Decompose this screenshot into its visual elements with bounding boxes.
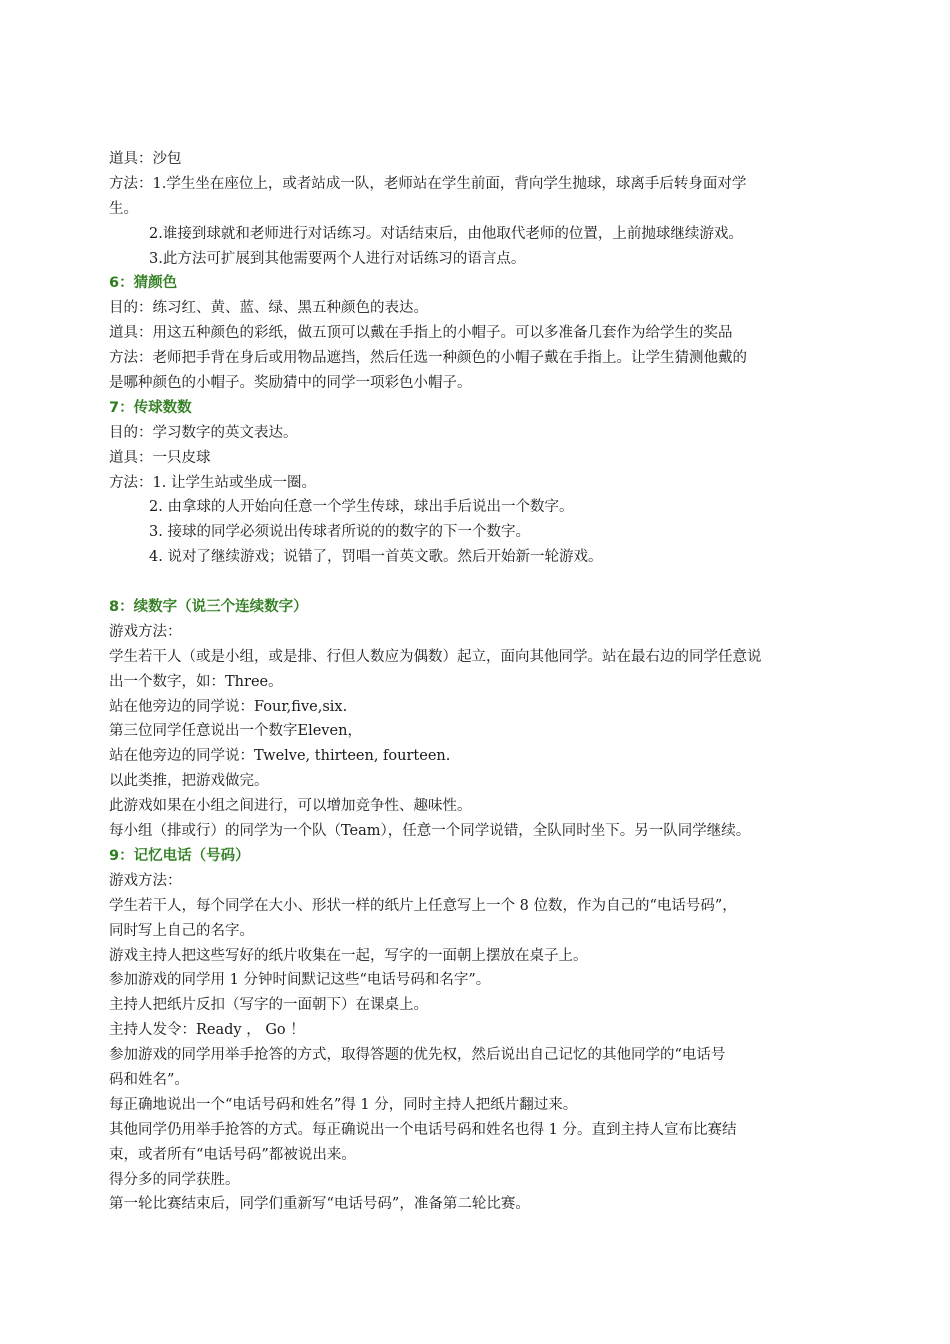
text-line: 主持人发令：Ready ， Go ！ — [109, 1022, 305, 1039]
indented-text-line: 3. 接球的同学必须说出传球者所说的的数字的下一个数字。 — [149, 524, 530, 541]
text-line: 游戏方法： — [109, 623, 182, 640]
text-line: 目的：练习红、黄、蓝、绿、黑五种颜色的表达。 — [109, 300, 428, 317]
text-line: 参加游戏的同学用举手抢答的方式，取得答题的优先权，然后说出自己记忆的其他同学的“电话号 — [109, 1047, 726, 1064]
text-line: 得分多的同学获胜。 — [109, 1171, 240, 1188]
section-heading: 8：续数字（说三个连续数字） — [109, 599, 308, 616]
text-line: 第三位同学任意说出一个数字Eleven， — [109, 723, 362, 740]
indented-text-line: 2. 由拿球的人开始向任意一个学生传球，球出手后说出一个数字。 — [149, 499, 574, 516]
text-line: 主持人把纸片反扣（写字的一面朝下）在课桌上。 — [109, 997, 428, 1014]
text-line: 同时写上自己的名字。 — [109, 922, 254, 939]
blank-line — [109, 570, 835, 595]
text-line: 此游戏如果在小组之间进行，可以增加竞争性、趣味性。 — [109, 798, 472, 815]
text-line: 游戏方法： — [109, 872, 182, 889]
section-heading: 9：记忆电话（号码） — [109, 847, 250, 864]
text-line: 学生若干人，每个同学在大小、形状一样的纸片上任意写上一个 8 位数，作为自己的“电话号码”， — [109, 897, 737, 914]
text-line: 参加游戏的同学用 1 分钟时间默记这些“电话号码和名字”。 — [109, 972, 491, 989]
document-page — [109, 147, 835, 1217]
text-line: 道具：沙包 — [109, 151, 182, 167]
text-line: 码和姓名”。 — [109, 1071, 189, 1088]
section-heading: 6：猜颜色 — [109, 275, 178, 292]
text-line: 出一个数字，如：Three。 — [109, 673, 283, 690]
text-line: 目的：学习数字的英文表达。 — [109, 424, 298, 441]
text-line: 方法：1.学生坐在座位上，或者站成一队，老师站在学生前面，背向学生抛球，球离手后转身面对学 — [109, 175, 747, 192]
text-line: 是哪种颜色的小帽子。奖励猜中的同学一项彩色小帽子。 — [109, 375, 472, 392]
text-line: 第一轮比赛结束后，同学们重新写“电话号码”，准备第二轮比赛。 — [109, 1196, 530, 1213]
text-line: 方法：老师把手背在身后或用物品遮挡，然后任选一种颜色的小帽子戴在手指上。让学生猜测他戴的 — [109, 350, 747, 367]
indented-text-line: 4. 说对了继续游戏；说错了，罚唱一首英文歌。然后开始新一轮游戏。 — [149, 549, 603, 566]
text-line: 站在他旁边的同学说：Twelve, thirteen, fourteen. — [109, 748, 451, 765]
text-line: 站在他旁边的同学说：Four,five,six. — [109, 698, 348, 715]
text-line: 每正确地说出一个“电话号码和姓名”得 1 分，同时主持人把纸片翻过来。 — [109, 1096, 578, 1113]
text-line: 方法：1. 让学生站或坐成一圈。 — [109, 474, 316, 491]
text-line: 游戏主持人把这些写好的纸片收集在一起，写字的一面朝上摆放在桌子上。 — [109, 947, 588, 964]
text-line: 生。 — [109, 200, 138, 217]
indented-text-line: 2.谁接到球就和老师进行对话练习。对话结束后，由他取代老师的位置，上前抛球继续游戏。 — [149, 225, 743, 242]
text-line: 道具：一只皮球 — [109, 449, 211, 466]
indented-text-line: 3.此方法可扩展到其他需要两个人进行对话练习的语言点。 — [149, 250, 526, 267]
text-line: 以此类推，把游戏做完。 — [109, 773, 269, 790]
text-line: 学生若干人（或是小组，或是排、行但人数应为偶数）起立，面向其他同学。站在最右边的同学任意说 — [109, 648, 762, 665]
text-line: 每小组（排或行）的同学为一个队（Team），任意一个同学说错，全队同时坐下。另一队同学继续。 — [109, 823, 751, 840]
section-heading: 7：传球数数 — [109, 399, 192, 416]
text-line: 束，或者所有“电话号码”都被说出来。 — [109, 1146, 356, 1163]
text-line: 其他同学仍用举手抢答的方式。每正确说出一个电话号码和姓名也得 1 分。直到主持人宣布比赛结 — [109, 1121, 737, 1138]
text-line: 道具：用这五种颜色的彩纸，做五顶可以戴在手指上的小帽子。可以多准备几套作为给学生的奖品 — [109, 325, 733, 342]
